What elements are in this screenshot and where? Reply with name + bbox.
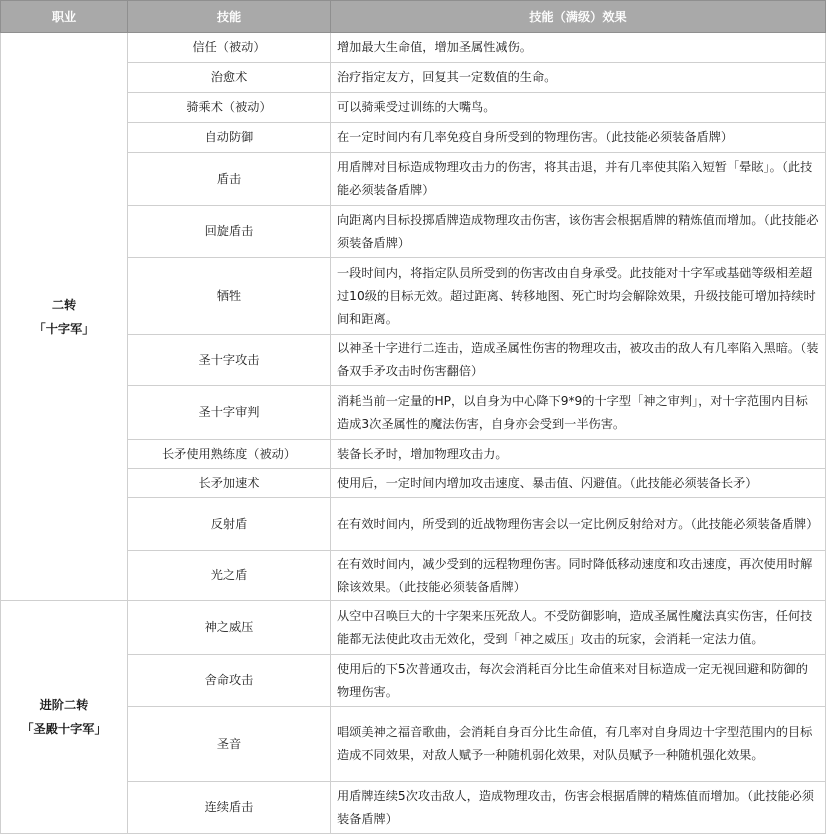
header-skill: 技能 (128, 1, 331, 33)
skill-effect: 用盾牌对目标造成物理攻击力的伤害，将其击退，并有几率使其陷入短暂「晕眩」。（此技能必须装备盾牌） (331, 153, 826, 206)
skill-name: 舍命攻击 (128, 655, 331, 707)
skill-name: 长矛使用熟练度（被动） (128, 440, 331, 469)
skill-effect: 装备长矛时，增加物理攻击力。 (331, 440, 826, 469)
skill-name: 连续盾击 (128, 782, 331, 834)
skill-effect: 消耗当前一定量的HP，以自身为中心降下9*9的十字型「神之审判」，对十字范围内目标造成3次圣属性的魔法伤害，自身亦会受到一半伤害。 (331, 386, 826, 440)
skill-name: 长矛加速术 (128, 469, 331, 498)
skill-name: 牺牲 (128, 258, 331, 335)
skill-name: 治愈术 (128, 63, 331, 93)
skill-effect: 在有效时间内，所受到的近战物理伤害会以一定比例反射给对方。（此技能必须装备盾牌） (331, 498, 826, 551)
skill-name: 自动防御 (128, 123, 331, 153)
skill-name: 信任（被动） (128, 33, 331, 63)
skill-effect: 一段时间内，将指定队员所受到的伤害改由自身承受。此技能对十字军或基础等级相差超过10级的目标无效。超过距离、转移地图、死亡时均会解除效果，升级技能可增加持续时间和距离。 (331, 258, 826, 335)
skill-effect: 从空中召唤巨大的十字架来压死敌人。不受防御影响，造成圣属性魔法真实伤害，任何技能都无法使此攻击无效化，受到「神之威压」攻击的玩家，会消耗一定法力值。 (331, 601, 826, 655)
skill-name: 圣十字审判 (128, 386, 331, 440)
skill-name: 回旋盾击 (128, 206, 331, 258)
skill-name: 圣音 (128, 707, 331, 782)
table-row (1, 601, 826, 655)
header-effect: 技能（满级）效果 (331, 1, 826, 33)
skill-effect: 可以骑乘受过训练的大嘴鸟。 (331, 93, 826, 123)
skill-name: 圣十字攻击 (128, 335, 331, 386)
skill-effect: 使用后的下5次普通攻击，每次会消耗百分比生命值来对目标造成一定无视回避和防御的物理伤害。 (331, 655, 826, 707)
skill-name: 盾击 (128, 153, 331, 206)
skill-name: 反射盾 (128, 498, 331, 551)
skill-effect: 在一定时间内有几率免疫自身所受到的物理伤害。（此技能必须装备盾牌） (331, 123, 826, 153)
skill-effect: 以神圣十字进行二连击，造成圣属性伤害的物理攻击，被攻击的敌人有几率陷入黑暗。（装备双手矛攻击时伤害翻倍） (331, 335, 826, 386)
class-name: 进阶二转 (39, 698, 89, 712)
skill-effect: 向距离内目标投掷盾牌造成物理攻击伤害，该伤害会根据盾牌的精炼值而增加。（此技能必须装备盾牌） (331, 206, 826, 258)
class-title: 「圣殿十字军」 (21, 722, 107, 736)
class-cell-crusader (1, 33, 128, 601)
skill-effect: 在有效时间内，减少受到的远程物理伤害。同时降低移动速度和攻击速度，再次使用时解除该效果。（此技能必须装备盾牌） (331, 551, 826, 601)
skill-name: 神之威压 (128, 601, 331, 655)
skill-effect: 使用后，一定时间内增加攻击速度、暴击值、闪避值。（此技能必须装备长矛） (331, 469, 826, 498)
class-cell-paladin (1, 601, 128, 834)
table-row (1, 33, 826, 63)
skill-effect: 唱颂美神之福音歌曲，会消耗自身百分比生命值，有几率对自身周边十字型范围内的目标造成不同效果，对敌人赋予一种随机弱化效果，对队员赋予一种随机强化效果。 (331, 707, 826, 782)
header-row (1, 1, 826, 33)
header-class: 职业 (1, 1, 128, 33)
skill-effect: 治疗指定友方，回复其一定数值的生命。 (331, 63, 826, 93)
skill-name: 光之盾 (128, 551, 331, 601)
skill-effect: 用盾牌连续5次攻击敌人，造成物理攻击，伤害会根据盾牌的精炼值而增加。（此技能必须装备盾牌） (331, 782, 826, 834)
skill-effect: 增加最大生命值，增加圣属性减伤。 (331, 33, 826, 63)
class-name: 二转 (51, 297, 77, 312)
skill-name: 骑乘术（被动） (128, 93, 331, 123)
class-title: 「十字军」 (33, 321, 95, 336)
